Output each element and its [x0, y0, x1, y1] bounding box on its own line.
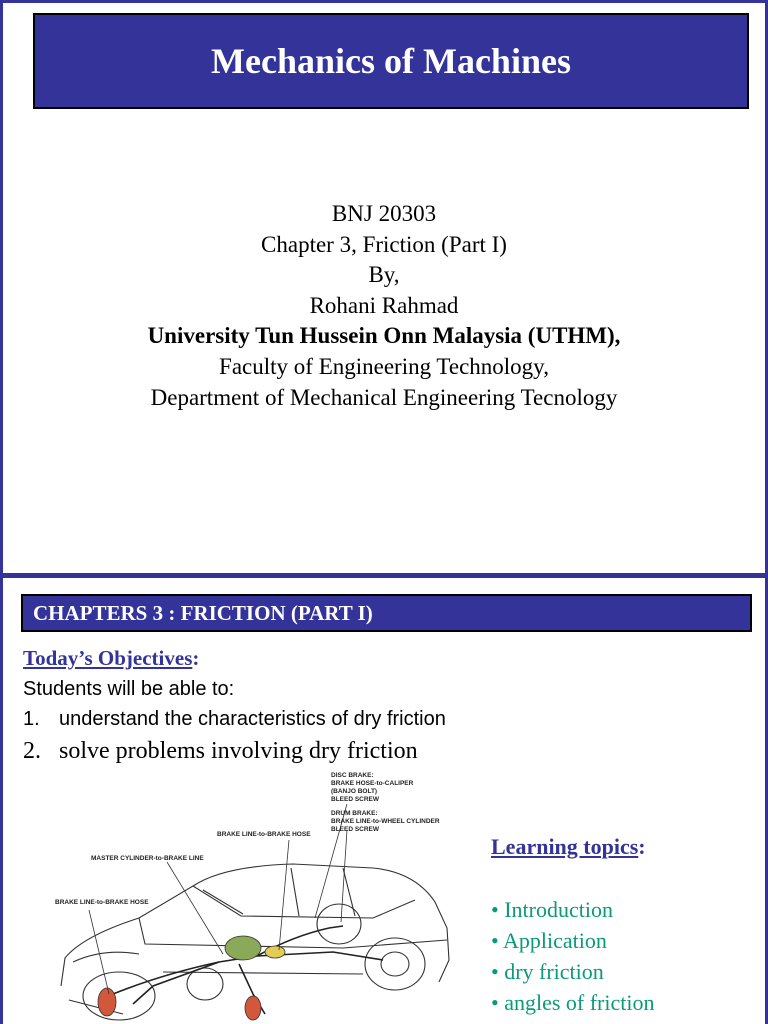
objective-text: understand the characteristics of dry friction — [59, 708, 446, 730]
front-brake-caliper — [98, 988, 116, 1016]
label-banjo-bolt: (BANJO BOLT) — [331, 788, 378, 795]
label-drum-brake: DRUM BRAKE: — [331, 810, 378, 817]
rear-brake-caliper — [245, 996, 261, 1020]
objectives-slide — [0, 578, 768, 1024]
brake-booster — [265, 946, 285, 958]
label-brake-line-wheel-cylinder: BRAKE LINE-to-WHEEL CYLINDER — [331, 818, 440, 825]
objective-item — [23, 738, 418, 765]
chapter-banner — [21, 594, 752, 632]
label-bleed-screw-2: BLEED SCREW — [331, 826, 380, 833]
learning-topics-heading-text: Learning topics — [491, 834, 639, 859]
learning-topic-item: • Application — [491, 928, 607, 953]
chapter-banner-text: CHAPTERS 3 : FRICTION (PART I) — [33, 600, 373, 625]
department-name: Department of Mechanical Engineering Tecnology — [150, 384, 618, 410]
objective-item — [23, 708, 446, 731]
learning-topic-item: • Introduction — [491, 897, 613, 922]
label-bleed-screw: BLEED SCREW — [331, 796, 380, 803]
faculty-name: Faculty of Engineering Technology, — [219, 353, 549, 379]
slide-title: Mechanics of Machines — [211, 41, 571, 81]
learning-topic-item: • angles of friction — [491, 990, 655, 1015]
author-name: Rohani Rahmad — [309, 292, 459, 318]
label-disc-brake: DISC BRAKE: — [331, 772, 374, 779]
course-code: BNJ 20303 — [331, 201, 437, 226]
label-brake-hose-caliper: BRAKE HOSE-to-CALIPER — [331, 780, 414, 787]
learning-topic-item: • dry friction — [491, 959, 604, 984]
course-info — [3, 199, 765, 413]
diagram-labels — [55, 772, 440, 906]
objective-text: solve problems involving dry friction — [59, 738, 418, 764]
label-line-to-hose-2: BRAKE LINE-to-BRAKE HOSE — [55, 899, 149, 906]
learning-topics-heading-colon: : — [638, 834, 646, 859]
label-master-cylinder: MASTER CYLINDER-to-BRAKE LINE — [91, 855, 204, 862]
objective-number: 1. — [23, 708, 40, 730]
master-cylinder — [225, 936, 261, 960]
university-name: University Tun Hussein Onn Malaysia (UTHM), — [147, 323, 621, 349]
learning-topics-heading — [491, 834, 646, 860]
objectives-heading-colon: : — [192, 646, 200, 670]
by-label: By, — [368, 262, 400, 288]
car-brake-diagram — [43, 768, 459, 1024]
chapter-title: Chapter 3, Friction (Part I) — [261, 231, 507, 257]
objectives-heading — [23, 646, 199, 671]
objectives-intro: Students will be able to: — [23, 678, 235, 700]
objectives-heading-text: Today’s Objectives — [23, 646, 193, 670]
objective-number: 2. — [23, 738, 41, 764]
label-line-to-hose: BRAKE LINE-to-BRAKE HOSE — [217, 831, 311, 838]
title-banner — [33, 13, 749, 109]
